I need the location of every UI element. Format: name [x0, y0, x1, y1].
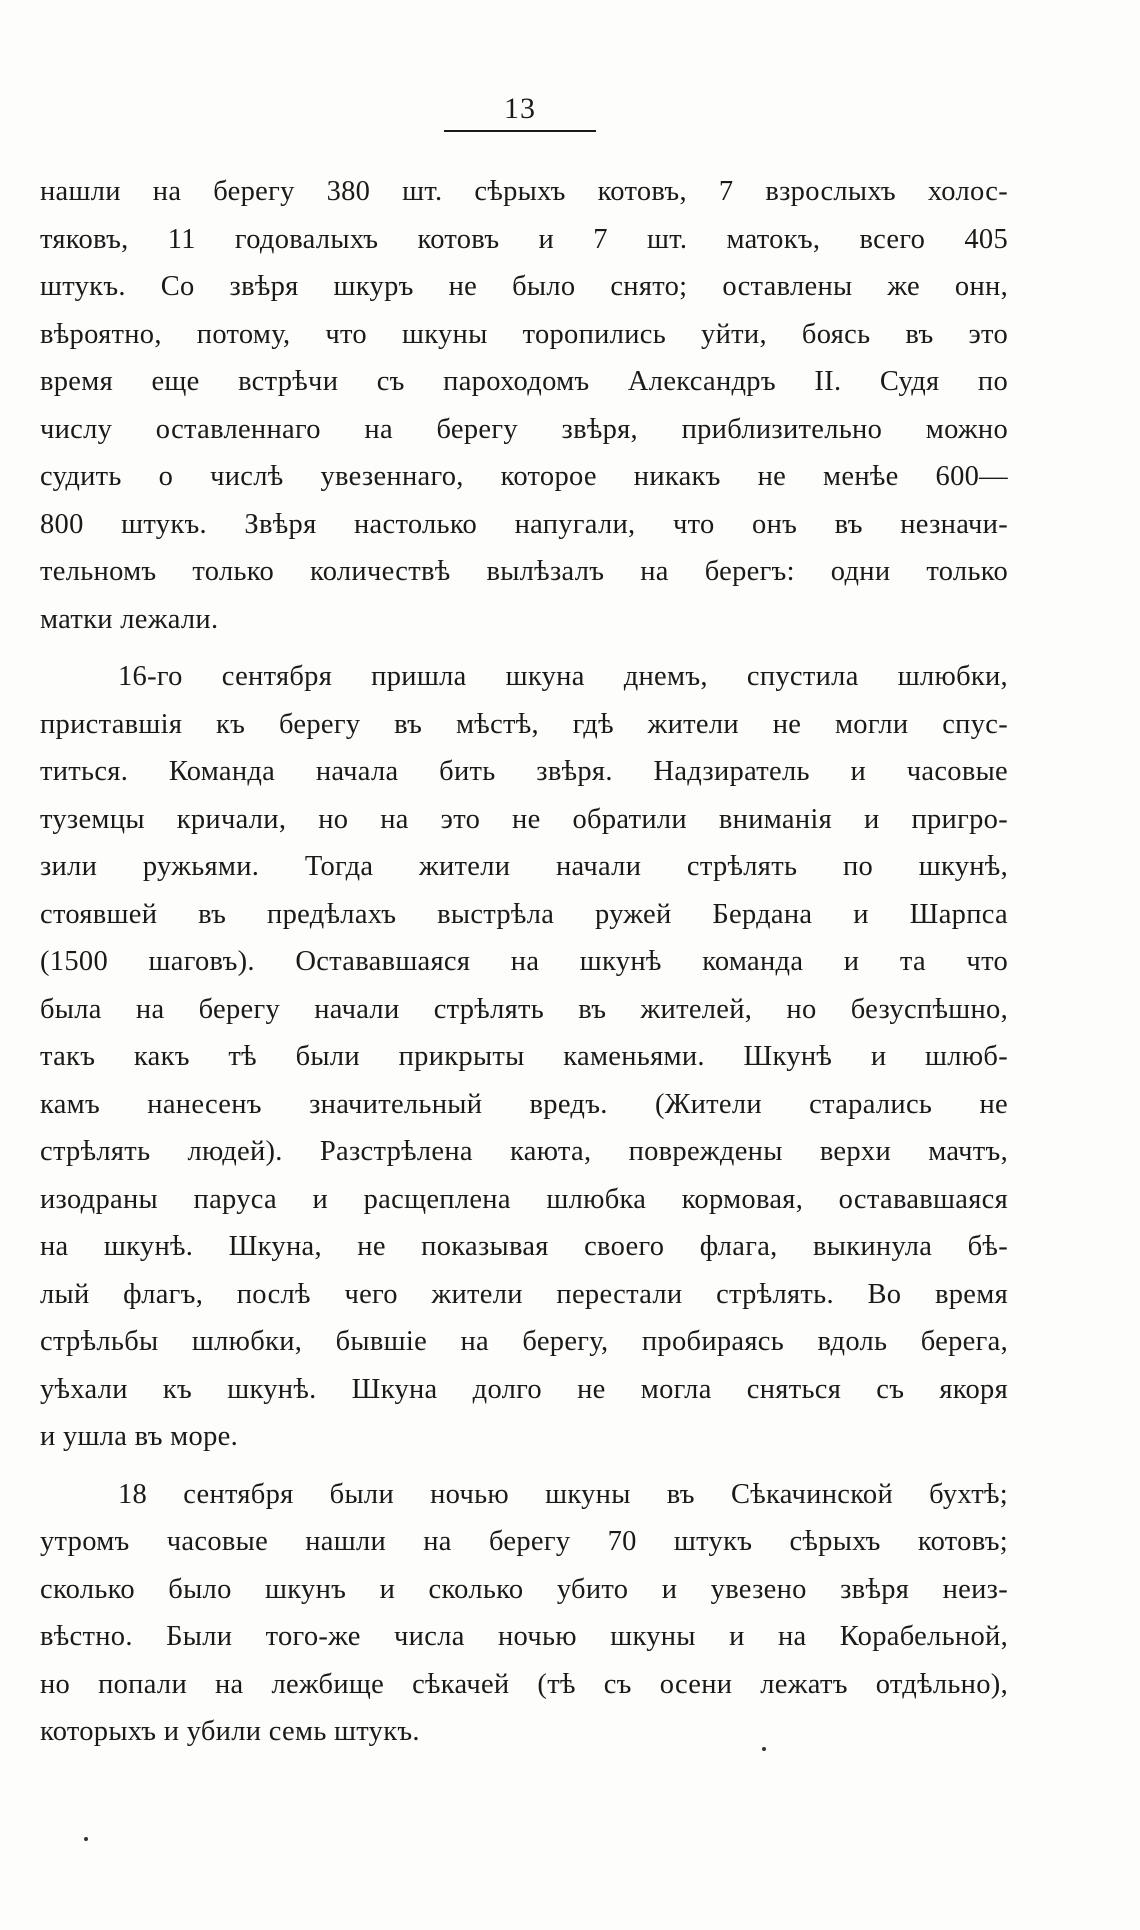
text-line: стоявшей въ предѣлахъ выстрѣла ружей Бердана и Шарпса — [40, 898, 1008, 930]
text-line: туземцы кричали, но на это не обратили вниманія и пригро- — [40, 803, 1008, 835]
text-line: сколько было шкунъ и сколько убито и увезено звѣря неиз- — [40, 1573, 1008, 1605]
text-line: изодраны паруса и расщеплена шлюбка кормовая, остававшаяся — [40, 1183, 1008, 1215]
print-speck — [84, 1837, 88, 1841]
text-line: на шкунѣ. Шкуна, не показывая своего флага, выкинула бѣ- — [40, 1231, 1008, 1262]
text-line: матки лежали. — [40, 603, 219, 635]
text-line: уѣхали къ шкунѣ. Шкуна долго не могла сняться съ якоря — [40, 1373, 1008, 1405]
text-line: числу оставленнаго на берегу звѣря, приблизительно можно — [40, 413, 1008, 445]
text-line: вѣроятно, потому, что шкуны торопились уйти, боясь въ это — [40, 318, 1008, 350]
text-line: тяковъ, 11 годовалыхъ котовъ и 7 шт. матокъ, всего 405 — [40, 223, 1008, 255]
paragraph-3 — [40, 1471, 1008, 1756]
text-line: камъ нанесенъ значительный вредъ. (Жители старались не — [40, 1088, 1008, 1120]
text-line: и ушла въ море. — [40, 1421, 238, 1452]
print-speck — [762, 1747, 766, 1751]
text-line: тельномъ только количествѣ вылѣзалъ на берегъ: одни только — [40, 556, 1008, 587]
text-line: нашли на берегу 380 шт. сѣрыхъ котовъ, 7 взрослыхъ холос- — [40, 176, 1008, 207]
paragraph-2 — [40, 653, 1008, 1461]
text-line: лый флагъ, послѣ чего жители перестали стрѣлять. Во время — [40, 1278, 1008, 1310]
body-text — [40, 168, 1008, 1756]
paragraph-spacer — [40, 643, 1008, 653]
page-number-rule — [444, 130, 596, 132]
text-line: такъ какъ тѣ были прикрыты каменьями. Шкунѣ и шлюб- — [40, 1041, 1008, 1072]
text-line: была на берегу начали стрѣлять въ жителей, но безуспѣшно, — [40, 993, 1008, 1025]
text-line: 16-го сентября пришла шкуна днемъ, спустила шлюбки, — [118, 661, 1008, 692]
text-line: но попали на лежбище сѣкачей (тѣ съ осени лежатъ отдѣльно), — [40, 1668, 1008, 1700]
text-line: (1500 шаговъ). Остававшаяся на шкунѣ команда и та что — [40, 946, 1008, 977]
page-header — [440, 92, 600, 132]
text-line: судить о числѣ увезеннаго, которое никакъ не менѣе 600— — [40, 461, 1008, 492]
text-line: 800 штукъ. Звѣря настолько напугали, что онъ въ незначи- — [40, 508, 1008, 540]
text-line: штукъ. Со звѣря шкуръ не было снято; оставлены же онн, — [40, 271, 1008, 302]
text-line: приставшія къ берегу въ мѣстѣ, гдѣ жители не могли спус- — [40, 708, 1008, 740]
text-line: вѣстно. Были того-же числа ночью шкуны и на Корабельной, — [40, 1621, 1008, 1652]
text-line: которыхъ и убили семь штукъ. — [40, 1716, 420, 1747]
text-line: титься. Команда начала бить звѣря. Надзиратель и часовые — [40, 756, 1008, 787]
text-line: утромъ часовые нашли на берегу 70 штукъ сѣрыхъ котовъ; — [40, 1526, 1008, 1557]
paragraph-spacer — [40, 1461, 1008, 1471]
text-line: время еще встрѣчи съ пароходомъ Александръ II. Судя по — [40, 366, 1008, 397]
page-number: 13 — [504, 92, 536, 125]
text-line: зили ружьями. Тогда жители начали стрѣлять по шкунѣ, — [40, 851, 1008, 882]
text-line: стрѣлять людей). Разстрѣлена каюта, повреждены верхи мачтъ, — [40, 1136, 1008, 1167]
text-line: 18 сентября были ночью шкуны въ Сѣкачинской бухтѣ; — [118, 1478, 1008, 1510]
paragraph-1 — [40, 168, 1008, 643]
text-line: стрѣльбы шлюбки, бывшіе на берегу, пробираясь вдоль берега, — [40, 1326, 1008, 1357]
